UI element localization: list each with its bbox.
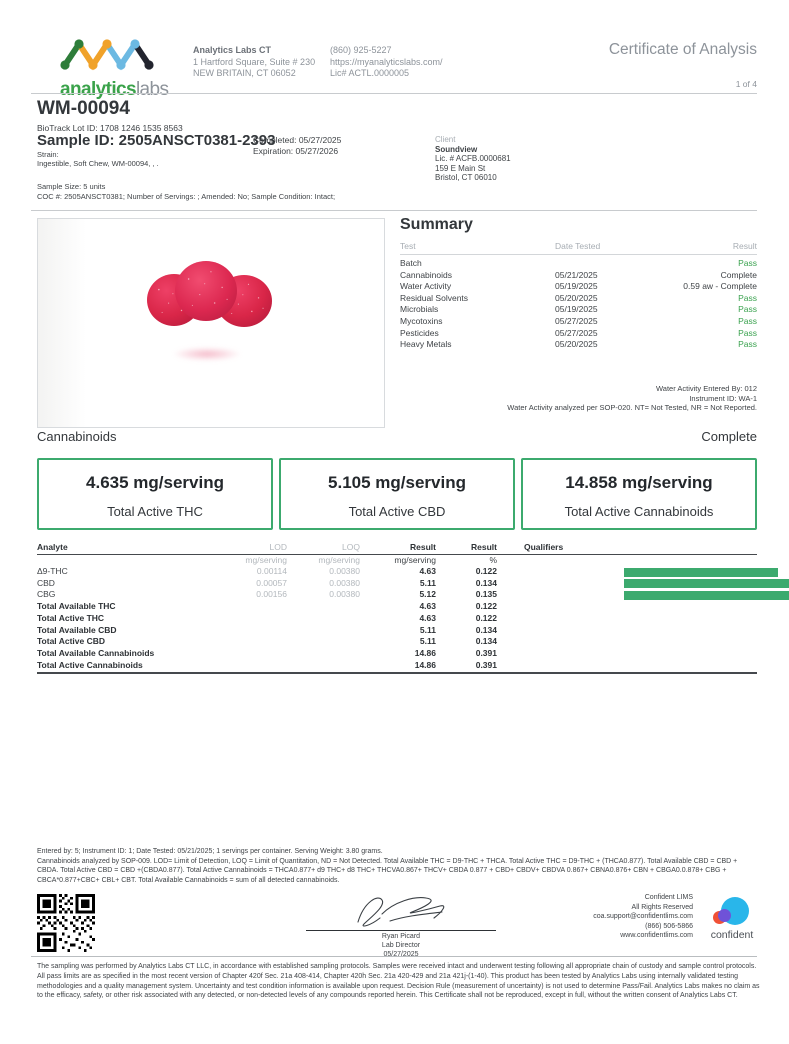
- analyte-row: [37, 601, 757, 613]
- analyte-result-pct: 0.122: [475, 566, 497, 576]
- qualifier-cell: [497, 648, 757, 660]
- analyte-lod: 0.00057: [256, 577, 287, 588]
- summary-col-test: Test: [400, 241, 416, 251]
- card-value: 5.105 mg/serving: [328, 473, 466, 492]
- water-activity-notes: [457, 384, 757, 413]
- analyte-loq: [287, 648, 360, 660]
- cannabinoids-heading: Cannabinoids: [37, 429, 117, 444]
- lims-rights: All Rights Reserved: [631, 903, 693, 911]
- signer-role: Lab Director: [381, 941, 421, 949]
- analyte-row: [37, 648, 757, 660]
- analyte-result-mg: 4.63: [419, 612, 436, 623]
- cannabinoids-status: Complete: [701, 429, 757, 444]
- card-label: Total Active Cannabinoids: [564, 504, 714, 519]
- analyte-result-pct: 0.135: [475, 589, 497, 600]
- analyte-name: Total Active CBD: [37, 636, 106, 647]
- qualifier-cell: [497, 566, 778, 578]
- summary-test-name: Batch: [400, 258, 422, 268]
- card-label: Total Active THC: [107, 504, 203, 519]
- analyte-result-pct: 0.391: [475, 647, 497, 658]
- client-address2: Bristol, CT 06010: [435, 173, 497, 183]
- analyte-result-mg: 5.12: [419, 589, 436, 600]
- logo-word-labs: labs: [135, 79, 169, 100]
- product-photo: [37, 218, 385, 428]
- summary-row: [400, 328, 757, 340]
- analyte-result-mg: 4.63: [419, 566, 436, 576]
- analyte-result-mg: 14.86: [414, 647, 436, 658]
- analyte-lod: [217, 601, 287, 613]
- signer-date: 05/27/2025: [383, 950, 419, 958]
- summary-row: [400, 316, 757, 328]
- expiration-date: Expiration: 05/27/2026: [253, 146, 339, 156]
- unit-result-mg: mg/serving: [394, 555, 436, 565]
- coc-line: COC #: 2505ANSCT0381; Number of Servings: ; Amended: No; Sample Condition: Intact;: [37, 192, 336, 201]
- summary-table-body: [400, 258, 757, 351]
- sample-matrix: Ingestible, Soft Chew, WM-00094, , .: [37, 159, 159, 168]
- client-info: [435, 135, 511, 183]
- zigzag-logo-icon: [58, 36, 158, 72]
- analyte-result-pct: 0.122: [475, 612, 497, 623]
- summary-date-tested: 05/20/2025: [555, 292, 598, 303]
- analytics-labs-logo: [58, 36, 188, 101]
- analyte-row: [37, 613, 757, 625]
- lab-address-line2: NEW BRITAIN, CT 06052: [193, 68, 296, 78]
- qualifier-cell: [497, 625, 757, 637]
- qualifier-cell: [497, 589, 789, 601]
- client-label: Client: [435, 135, 456, 144]
- analyte-lod: [217, 613, 287, 625]
- summary-result: Pass: [738, 327, 757, 338]
- analyte-lod: [217, 660, 287, 672]
- summary-row: [400, 293, 757, 305]
- summary-section: [400, 216, 757, 351]
- summary-test-name: Water Activity: [400, 281, 452, 292]
- lab-phone: (860) 925-5227: [330, 45, 392, 55]
- analyte-result-pct: 0.122: [475, 601, 497, 612]
- analyte-units-row: [37, 555, 757, 566]
- lab-info: [193, 45, 315, 80]
- analyte-lod: [217, 625, 287, 637]
- cannabinoids-header: [37, 429, 757, 444]
- qualifier-cell: [497, 660, 757, 672]
- cannabinoid-card: [521, 458, 757, 530]
- analyte-name: Δ9-THC: [37, 566, 68, 576]
- unit-lod: mg/serving: [245, 555, 287, 565]
- analyte-loq: [287, 613, 360, 625]
- client-address1: 159 E Main St: [435, 163, 486, 173]
- signer-name: Ryan Picard: [381, 933, 421, 940]
- analyte-result-mg: 14.86: [414, 659, 436, 670]
- analyte-row: [37, 589, 757, 601]
- biotrack-lot-id: BioTrack Lot ID: 1708 1246 1535 8563: [37, 123, 183, 133]
- client-license: Lic. # ACFB.0000681: [435, 154, 511, 164]
- gummy-middle: [175, 261, 237, 321]
- section-divider: [31, 210, 757, 211]
- summary-date-tested: 05/19/2025: [555, 304, 598, 315]
- lims-info: [413, 893, 693, 941]
- cannabinoid-card: [37, 458, 273, 530]
- confident-logo: [702, 897, 762, 941]
- analyte-row: [37, 660, 757, 672]
- analyte-loq: [287, 660, 360, 672]
- summary-row: [400, 281, 757, 293]
- card-label: Total Active CBD: [348, 504, 446, 519]
- col-result-mg: Result: [410, 542, 436, 552]
- unit-loq: mg/serving: [318, 555, 360, 565]
- lab-name: Analytics Labs CT: [193, 45, 272, 55]
- unit-result-pct: %: [489, 555, 497, 565]
- card-value: 14.858 mg/serving: [565, 473, 713, 492]
- summary-result: 0.59 aw - Complete: [683, 281, 757, 292]
- summary-result: Pass: [738, 258, 757, 268]
- summary-date-tested: 05/27/2025: [555, 327, 598, 338]
- analyte-result-pct: 0.391: [475, 659, 497, 670]
- summary-heading: Summary: [400, 216, 473, 233]
- analyte-table-body: [37, 566, 757, 674]
- photo-edge-shade: [38, 219, 86, 427]
- summary-date-tested: [555, 258, 665, 270]
- gummy-reflection: [172, 347, 242, 361]
- method-line: Cannabinoids analyzed by SOP-009. LOD= Limit of Detection, LOQ = Limit of Quantitation, ND = Not Detected. Total Available THC = D9-THC + THCA. Total Active THC = D9-THC + (THCA0.877). Total Available CBD = CBD + CBDA. Total Active CBD = CBD +(CBDA0.877). Total Active Cannabinoids = THCA0.877+ d9 THC+ d8 THC+ THCVA0.867+ THCV+ CBDA 0.877 + CBD+ CBDV+ CBDVA 0.867+ CBNA0.876+ CBN + CBGA0.0.878+ CBG + CBCA*0.877+CBC+ CBL+ CBT. Total Available Cannabinoids = sum of all detected cannabinoids.: [37, 857, 738, 885]
- analyte-lod: [217, 648, 287, 660]
- analyte-row: [37, 625, 757, 637]
- summary-result: Complete: [720, 269, 757, 280]
- analyte-loq: 0.00380: [329, 577, 360, 588]
- summary-row: [400, 339, 757, 351]
- lab-license: Lic# ACTL.0000005: [330, 68, 410, 78]
- summary-result: Pass: [738, 339, 757, 350]
- summary-col-result: Result: [732, 241, 757, 251]
- analyte-result-mg: 5.11: [419, 577, 436, 588]
- summary-row: [400, 258, 757, 270]
- lab-contact: [330, 45, 443, 80]
- analyte-table-header: [37, 541, 757, 555]
- qualifier-cell: [497, 636, 757, 648]
- sample-size: Sample Size: 5 units: [37, 182, 106, 191]
- summary-test-name: Residual Solvents: [400, 292, 469, 303]
- analyte-name: Total Active THC: [37, 612, 105, 623]
- lims-phone: (866) 506-5866: [645, 922, 693, 930]
- card-value: 4.635 mg/serving: [86, 473, 224, 492]
- analyte-name: CBG: [37, 589, 56, 600]
- summary-result: Pass: [738, 292, 757, 303]
- confident-logo-word: confident: [710, 929, 754, 941]
- wa-note-2: Instrument ID: WA-1: [689, 393, 757, 403]
- summary-col-date: Date Tested: [555, 241, 601, 251]
- summary-date-tested: 05/19/2025: [555, 281, 598, 292]
- analyte-name: Total Available CBD: [37, 624, 117, 635]
- lims-name: Confident LIMS: [644, 894, 693, 901]
- sample-id: Sample ID: 2505ANSCT0381-2393: [37, 132, 276, 149]
- lab-website: https://myanalyticslabs.com/: [330, 56, 443, 67]
- qualifier-bar: [624, 579, 789, 588]
- qualifier-bar: [624, 568, 778, 577]
- summary-date-tested: 05/20/2025: [555, 339, 598, 350]
- wa-note-1: Water Activity Entered By: 012: [655, 384, 757, 393]
- footer-notes: [37, 847, 759, 886]
- summary-test-name: Cannabinoids: [400, 269, 452, 280]
- summary-date-tested: 05/27/2025: [555, 315, 598, 326]
- disclaimer-text: The sampling was performed by Analytics Labs CT LLC, in accordance with established sampling protocols. Samples were received intact and underwent testing following all appropriate chain of custody and sample control protocols. All pass limits are as specified in the most recent version of Chapter 420f Sec. 21a 408-414, Chapter 420h Sec. 21a 420-429 and 21a 421j-(1-40). This product has been tested by Analytics Labs using internally validated testing methodologies and a quality management system. Uncertainty and test condition information is available upon request. Decision Rule (measurement of uncertainty) is not used to determine Pass/Fail. Analytics Labs makes no claim as to the efficacy, safety, or other risk associated with any detected, or non-detected levels of any compounds reported herein. This Certificate shall not be reproduced, except in full, without the written consent of Analytics Labs CT.: [37, 963, 760, 1000]
- analyte-name: Total Active Cannabinoids: [37, 659, 143, 670]
- strain-label: Strain:: [37, 150, 59, 159]
- cannabinoid-cards: [37, 458, 757, 530]
- analyte-loq: [287, 601, 360, 613]
- qualifier-bar: [624, 591, 789, 600]
- summary-test-name: Mycotoxins: [400, 315, 443, 326]
- analyte-name: Total Available Cannabinoids: [37, 647, 155, 658]
- analyte-loq: [287, 625, 360, 637]
- client-name: Soundview: [435, 144, 478, 154]
- col-result-pct: Result: [471, 542, 497, 552]
- qualifier-cell: [497, 601, 757, 613]
- summary-row: [400, 270, 757, 282]
- analyte-table: [37, 541, 757, 674]
- col-qualifiers: Qualifiers: [524, 542, 564, 552]
- qualifier-cell: [497, 578, 789, 590]
- analyte-loq: [287, 636, 360, 648]
- completed-date: Completed: 05/27/2025: [253, 135, 342, 145]
- analyte-lod: 0.00156: [256, 589, 287, 600]
- analyte-name: CBD: [37, 577, 55, 588]
- summary-result: Pass: [738, 315, 757, 326]
- analyte-row: [37, 566, 757, 578]
- summary-test-name: Heavy Metals: [400, 339, 452, 350]
- summary-row: [400, 304, 757, 316]
- summary-test-name: Pesticides: [400, 327, 439, 338]
- analyte-result-mg: 4.63: [419, 601, 436, 612]
- analyte-row: [37, 578, 757, 590]
- analyte-loq: 0.00380: [329, 589, 360, 600]
- cannabinoid-card: [279, 458, 515, 530]
- lims-email: coa.support@confidentlims.com: [593, 913, 693, 921]
- header-divider: [31, 93, 757, 94]
- qualifier-cell: [497, 613, 757, 625]
- summary-table-header: [400, 241, 757, 255]
- analyte-result-pct: 0.134: [475, 636, 497, 647]
- footer-divider: [31, 956, 757, 957]
- summary-date-tested: 05/21/2025: [555, 269, 598, 280]
- col-analyte: Analyte: [37, 542, 68, 552]
- confident-logo-icon: [712, 897, 752, 927]
- analyte-loq: 0.00380: [329, 566, 360, 576]
- lims-website: www.confidentlims.com: [620, 932, 693, 940]
- analyte-lod: 0.00114: [256, 566, 287, 576]
- page-number: 1 of 4: [735, 79, 757, 89]
- document-title: Certificate of Analysis: [608, 41, 757, 58]
- sample-name: WM-00094: [37, 98, 130, 119]
- logo-word-analytics: analytics: [60, 79, 136, 100]
- analyte-result-pct: 0.134: [475, 624, 497, 635]
- col-loq: LOQ: [342, 542, 360, 552]
- analyte-result-mg: 5.11: [419, 624, 436, 635]
- analyte-lod: [217, 636, 287, 648]
- analyte-result-mg: 5.11: [419, 636, 436, 647]
- analyte-name: Total Available THC: [37, 601, 116, 612]
- summary-test-name: Microbials: [400, 304, 439, 315]
- entered-by-line: Entered by: 5; Instrument ID: 1; Date Tested: 05/21/2025; 1 servings per container. Serving Weight: 3.80 grams.: [37, 848, 383, 855]
- qr-code: [37, 894, 95, 952]
- analyte-result-pct: 0.134: [475, 577, 497, 588]
- col-lod: LOD: [269, 542, 287, 552]
- summary-result: Pass: [738, 304, 757, 315]
- lab-address-line1: 1 Hartford Square, Suite # 230: [193, 56, 316, 67]
- analyte-row: [37, 636, 757, 648]
- wa-note-3: Water Activity analyzed per SOP-020. NT= Not Tested, NR = Not Reported.: [507, 403, 757, 413]
